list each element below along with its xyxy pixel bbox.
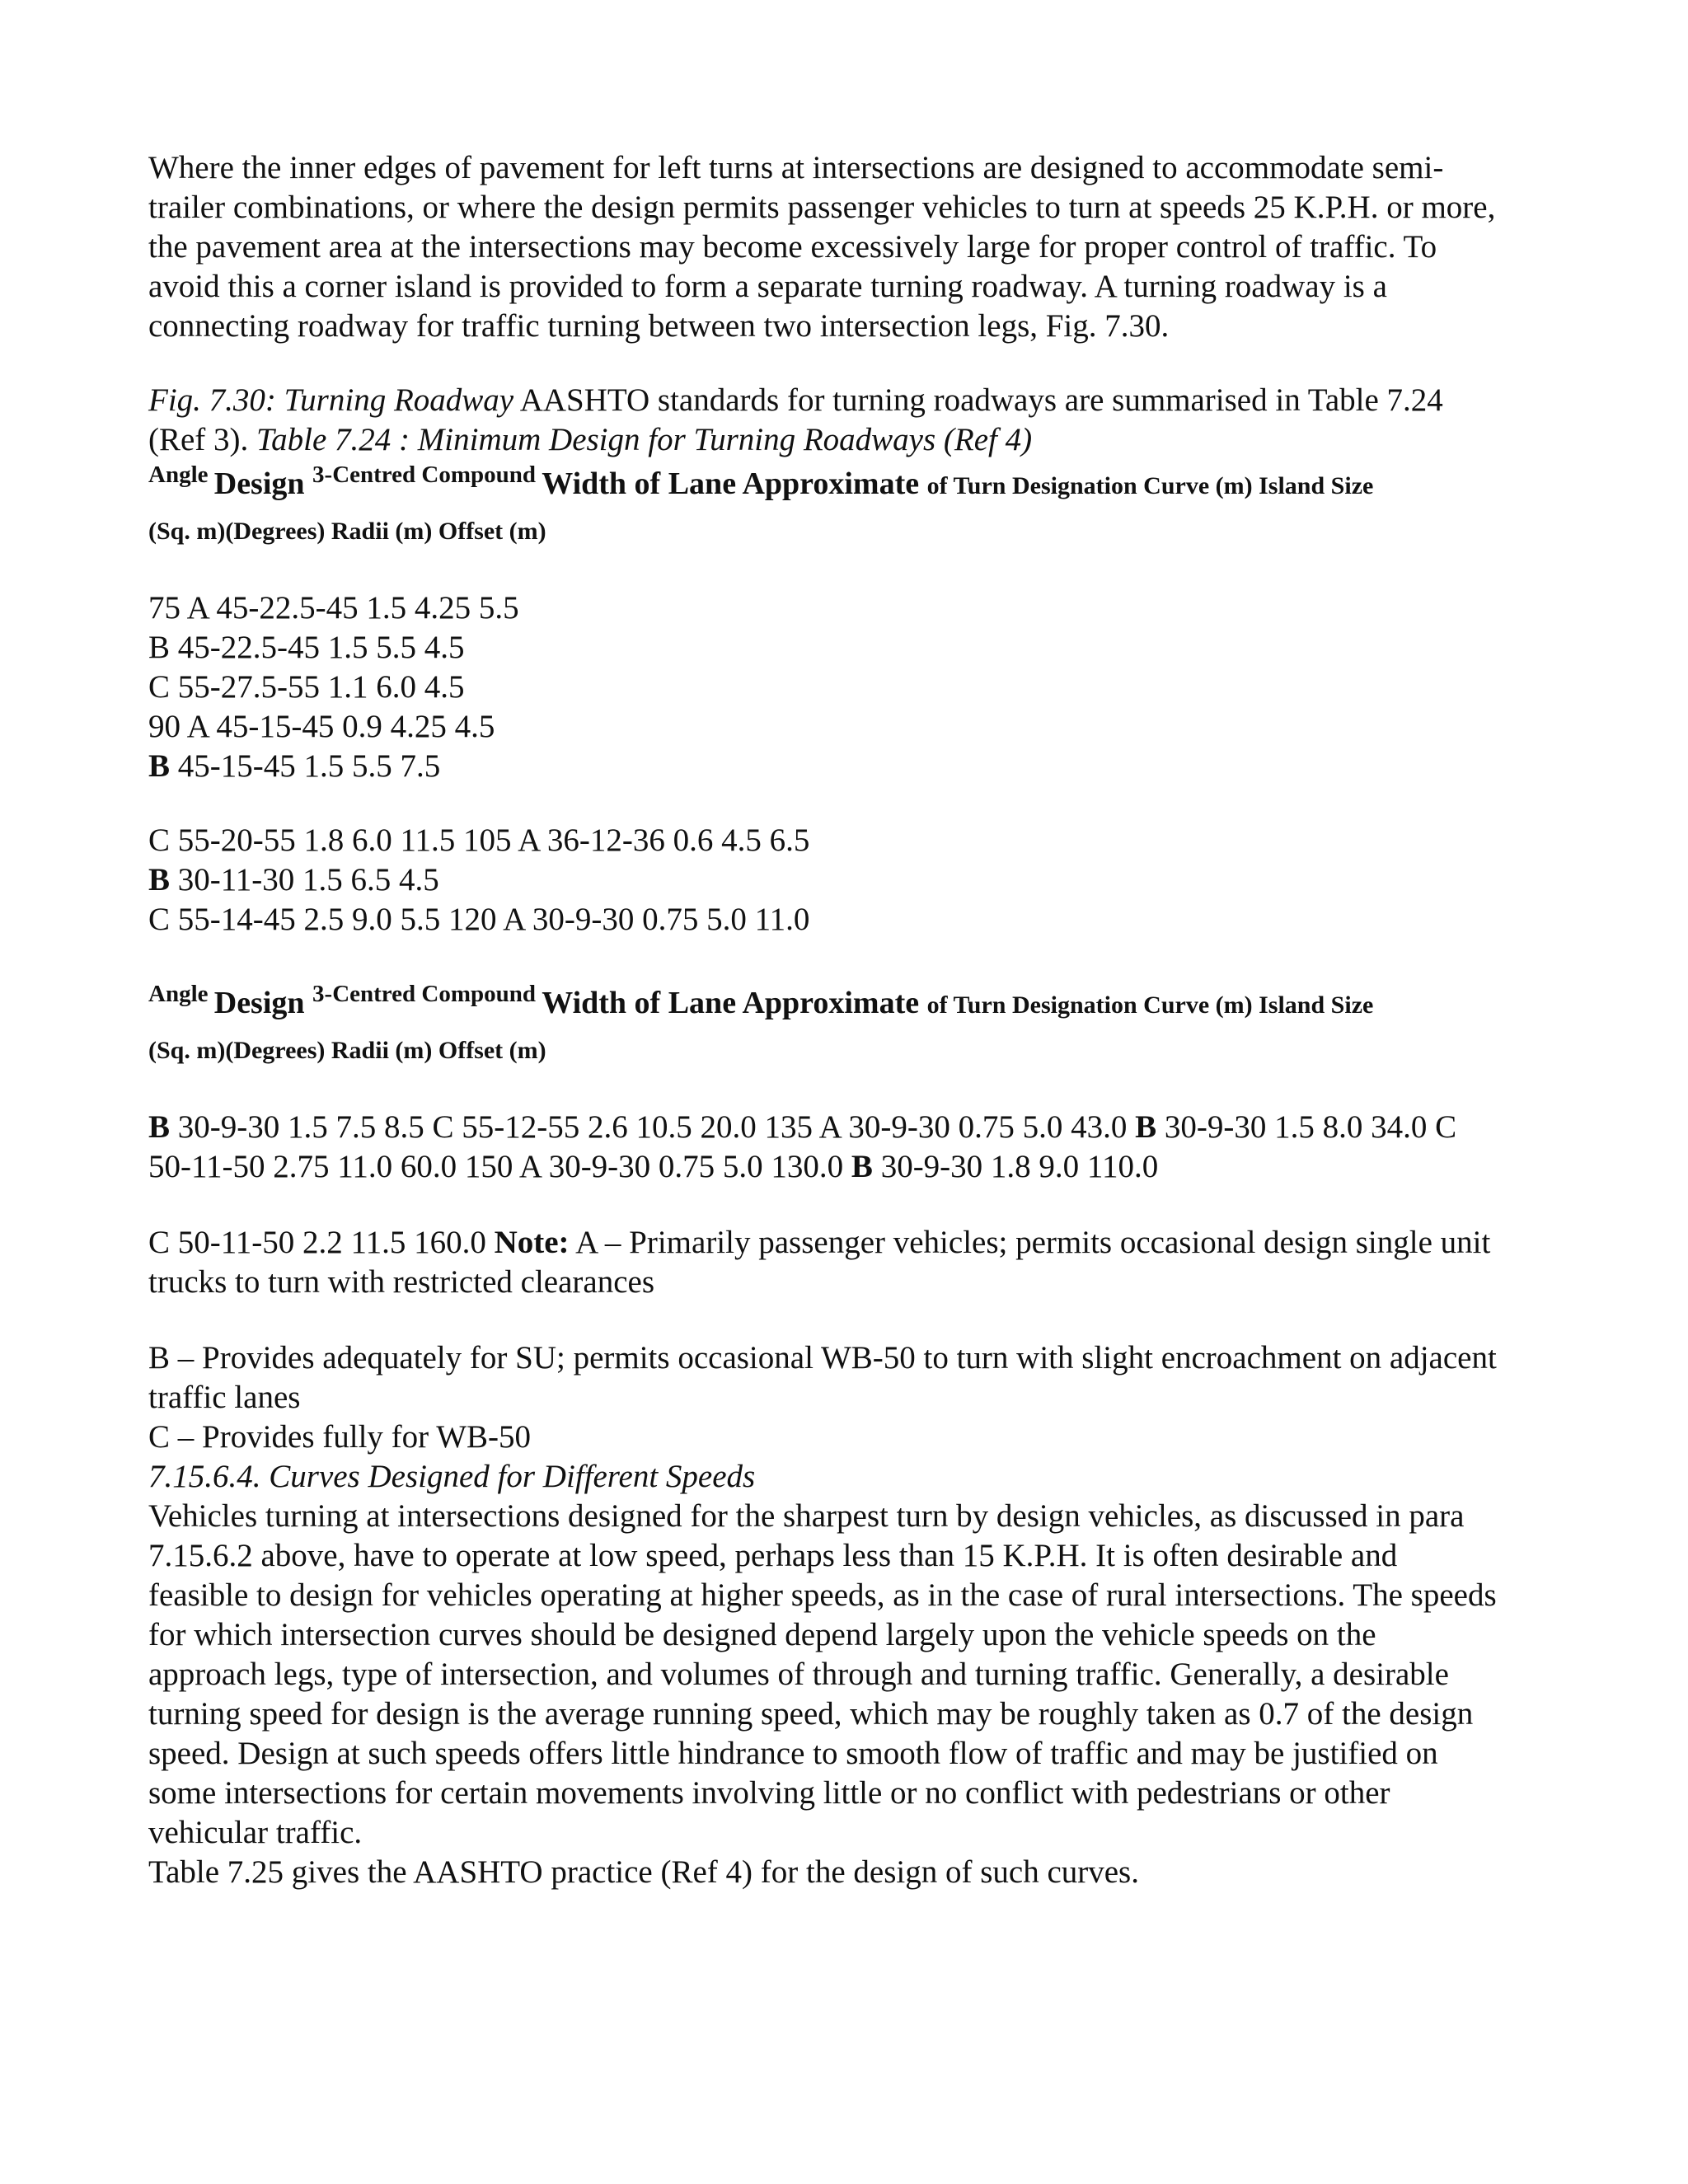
header-rest: of Turn Designation Curve (m) Island Size <box>926 991 1374 1019</box>
table-row: 75 A 45-22.5-45 1.5 4.25 5.5 <box>148 590 519 626</box>
legend-line: C – Provides fully for WB-50 <box>148 1419 532 1455</box>
intro-line: trailer combinations, or where the design permits passenger vehicles to turn at speeds 25 K.P.H. or more, <box>148 190 1496 225</box>
section-line: speed. Design at such speeds offers little hindrance to smooth flow of traffic and may be justified on <box>148 1736 1438 1771</box>
header-width: Width of Lane Approximate <box>542 986 927 1020</box>
intro-line: connecting roadway for traffic turning between two intersection legs, Fig. 7.30. <box>148 308 1170 344</box>
figure-caption-line <box>148 381 1443 420</box>
table-row: B 45-22.5-45 1.5 5.5 4.5 <box>148 630 465 665</box>
header-design: Design <box>213 466 313 501</box>
table-label: Table 7.24 : Minimum Design for Turning Roadways (Ref 4) <box>256 422 1033 457</box>
section-line: for which intersection curves should be designed depend largely upon the vehicle speeds on the <box>148 1617 1376 1652</box>
header-angle: Angle <box>148 981 214 1007</box>
table-header-line2: (Sq. m)(Degrees) Radii (m) Offset (m) <box>148 518 546 545</box>
section-line: Vehicles turning at intersections designed for the sharpest turn by design vehicles, as discussed in para <box>148 1498 1465 1534</box>
legend-line: B – Provides adequately for SU; permits occasional WB-50 to turn with slight encroachment on adjacent <box>148 1340 1497 1376</box>
header-width: Width of Lane Approximate <box>542 466 927 501</box>
section-line: some intersections for certain movements involving little or no conflict with pedestrians or other <box>148 1775 1390 1811</box>
figure-label: Fig. 7.30: Turning Roadway <box>148 382 514 418</box>
caption-ref: (Ref 3). <box>148 422 257 457</box>
intro-line: avoid this a corner island is provided to form a separate turning roadway. A turning roadway is a <box>148 269 1387 304</box>
section-closing: Table 7.25 gives the AASHTO practice (Ref 4) for the design of such curves. <box>148 1854 1139 1890</box>
table-row: 90 A 45-15-45 0.9 4.25 4.5 <box>148 709 495 744</box>
table-row: B 30-11-30 1.5 6.5 4.5 <box>148 862 439 898</box>
table-row: C 55-20-55 1.8 6.0 11.5 105 A 36-12-36 0.6 4.5 6.5 <box>148 823 810 858</box>
section-line: turning speed for design is the average running speed, which may be roughly taken as 0.7 of the design <box>148 1696 1474 1732</box>
intro-line: the pavement area at the intersections may become excessively large for proper control of traffic. To <box>148 229 1437 265</box>
table-row: B 30-9-30 1.5 7.5 8.5 C 55-12-55 2.6 10.5 20.0 135 A 30-9-30 0.75 5.0 43.0 B 30-9-30 1.5 8.0 34.0 C <box>148 1109 1457 1145</box>
legend-line: traffic lanes <box>148 1380 301 1415</box>
table-row: 50-11-50 2.75 11.0 60.0 150 A 30-9-30 0.75 5.0 130.0 B 30-9-30 1.8 9.0 110.0 <box>148 1149 1159 1184</box>
section-line: approach legs, type of intersection, and volumes of through and turning traffic. Generally, a desirable <box>148 1657 1449 1692</box>
intro-line: Where the inner edges of pavement for left turns at intersections are designed to accommodate semi- <box>148 150 1444 185</box>
header-rest: of Turn Designation Curve (m) Island Size <box>926 472 1374 499</box>
header-design: Design <box>213 986 313 1020</box>
table-row: C 55-14-45 2.5 9.0 5.5 120 A 30-9-30 0.75 5.0 11.0 <box>148 902 810 937</box>
section-heading: 7.15.6.4. Curves Designed for Different Speeds <box>148 1459 756 1494</box>
header-angle: Angle <box>148 462 214 488</box>
caption-text: AASHTO standards for turning roadways are summarised in Table 7.24 <box>513 382 1443 418</box>
section-line: feasible to design for vehicles operating at higher speeds, as in the case of rural intersections. The speeds <box>148 1577 1497 1613</box>
table-header <box>148 462 1373 502</box>
table-row: B 45-15-45 1.5 5.5 7.5 <box>148 748 441 784</box>
table-header-line2-repeat: (Sq. m)(Degrees) Radii (m) Offset (m) <box>148 1037 546 1064</box>
section-line: 7.15.6.2 above, have to operate at low speed, perhaps less than 15 K.P.H. It is often desirable and <box>148 1538 1398 1573</box>
header-centred: 3-Centred Compound <box>312 462 542 488</box>
note-line: trucks to turn with restricted clearances <box>148 1264 655 1300</box>
note-label: Note: <box>494 1225 570 1260</box>
table-row: C 55-27.5-55 1.1 6.0 4.5 <box>148 669 465 705</box>
table-caption-line <box>148 420 1032 460</box>
note-line: C 50-11-50 2.2 11.5 160.0 Note: A – Primarily passenger vehicles; permits occasional design single unit <box>148 1225 1491 1260</box>
table-header-repeat <box>148 981 1373 1021</box>
header-centred: 3-Centred Compound <box>312 981 542 1007</box>
section-line: vehicular traffic. <box>148 1815 363 1850</box>
